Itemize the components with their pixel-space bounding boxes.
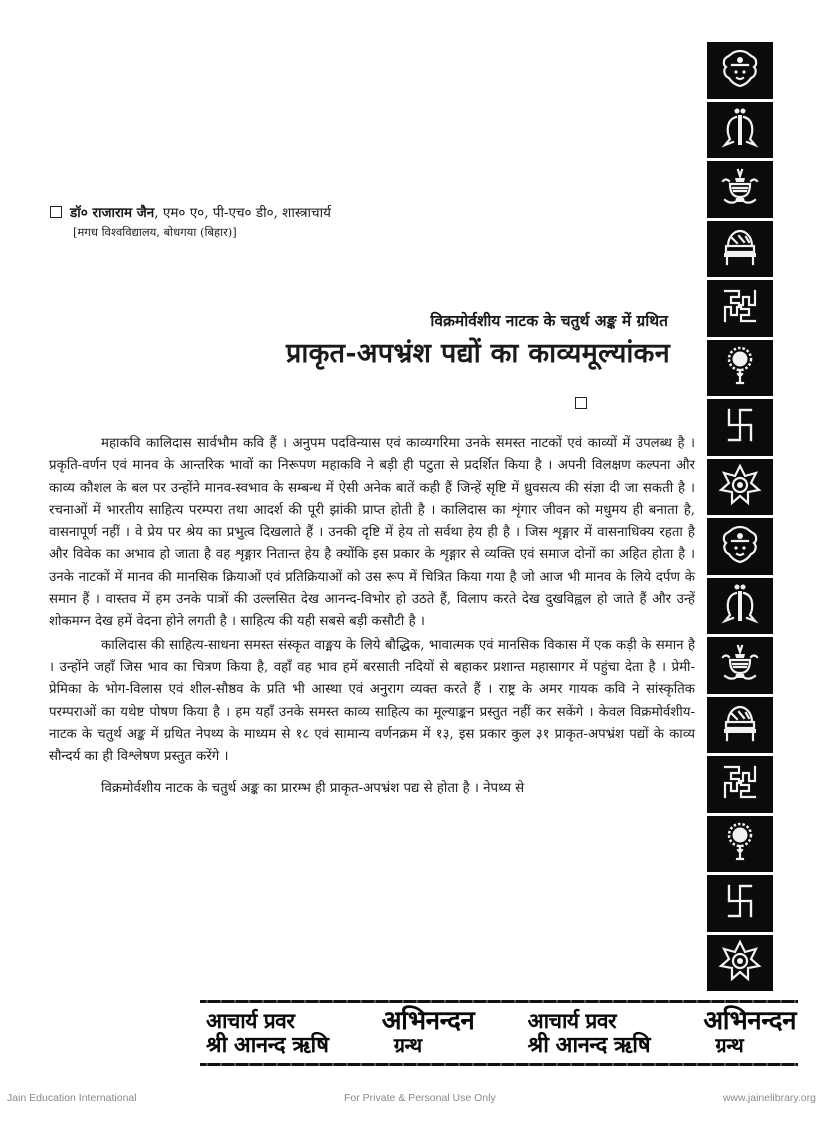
- border-tile: [707, 221, 773, 278]
- nandyavarta-icon: [717, 283, 763, 333]
- swastika-icon: [717, 402, 763, 452]
- abhinandan-granth-banner: [200, 1000, 798, 1066]
- throne-icon: [717, 700, 763, 750]
- nandyavarta-icon: [717, 759, 763, 809]
- author-credentials: , एम० ए०, पी-एच० डी०, शास्त्राचार्य: [154, 205, 331, 221]
- banner-rule-top: [200, 1000, 798, 1003]
- border-tile: [707, 42, 773, 99]
- border-tile: [707, 161, 773, 218]
- border-tile: [707, 578, 773, 635]
- border-tile: [707, 935, 773, 992]
- footer: [0, 1092, 828, 1108]
- paragraph: विक्रमोर्वशीय नाटक के चतुर्थ अङ्क का प्रारम्भ ही प्राकृत-अपभ्रंश पद्य से होता है । नेपथ्य से: [101, 781, 525, 797]
- article-title: प्राकृत-अपभ्रंश पद्यों का काव्यमूल्यांकन: [285, 338, 670, 369]
- kalash-face-icon: [717, 45, 763, 95]
- border-tile: [707, 875, 773, 932]
- border-tile: [707, 697, 773, 754]
- square-mark-icon: [575, 397, 587, 409]
- footer-website-link[interactable]: www.jainelibrary.org: [722, 1092, 816, 1104]
- author-line: [50, 203, 331, 223]
- mirror-icon: [717, 343, 763, 393]
- article-body: [49, 433, 695, 801]
- border-tile: [707, 459, 773, 516]
- throne-icon: [717, 224, 763, 274]
- border-tile: [707, 399, 773, 456]
- border-tile: [707, 816, 773, 873]
- side-decorative-border: [707, 42, 773, 991]
- border-tile: [707, 637, 773, 694]
- banner-block: अभिनन्दन ग्रन्थ: [703, 1006, 796, 1057]
- star-flower-icon: [717, 938, 763, 988]
- author-affiliation: [मगध विश्वविद्यालय, बोधगया (बिहार)]: [73, 225, 237, 239]
- footer-publisher: Jain Education International: [7, 1092, 137, 1104]
- vase-icon: [717, 640, 763, 690]
- fish-pair-icon: [717, 105, 763, 155]
- article-subtitle: विक्रमोर्वशीय नाटक के चतुर्थ अङ्क में ग्रथित: [430, 311, 668, 330]
- border-tile: [707, 756, 773, 813]
- border-tile: [707, 518, 773, 575]
- banner-block: अभिनन्दन ग्रन्थ: [381, 1006, 475, 1057]
- border-tile: [707, 102, 773, 159]
- fish-pair-icon: [717, 581, 763, 631]
- paragraph: कालिदास की साहित्य-साधना समस्त संस्कृत वाङ्मय के लिये बौद्धिक, भावात्मक एवं मानसिक विकास में एक कड़ी के समान है । उन्होंने जहाँ जिस भाव का चित्रण किया है, वहाँ वह भाव हमें बरसाती नदियों से बहाकर प्रशान्त महासागर में पहुंचा देता है । प्रेमी-प्रेमिका के भोग-विलास एवं शील-सौष्ठव के प्रति भी आस्था एवं अनुराग व्यक्त करते हैं । राष्ट्र के अमर गायक कवि ने सांस्कृतिक परम्पराओं का यथेष्ट पोषण किया है । हम यहाँ उनके समस्त काव्य साहित्य का मूल्याङ्कन प्रस्तुत नहीं कर सकेंगे । केवल विक्रमोर्वशीय-नाटक के चतुर्थ अङ्क में ग्रथित नेपथ्य के माध्यम से १८ एवं सामान्य वर्णनक्रम में १३, इस प्रकार कुल ३१ प्राकृत-अपभ्रंश पद्यों के काव्य सौन्दर्य का ही विश्लेषण प्रस्तुत करेंगे ।: [49, 637, 695, 765]
- border-tile: [707, 280, 773, 337]
- swastika-icon: [717, 878, 763, 928]
- author-name: डॉ० राजाराम जैन: [70, 205, 155, 221]
- paragraph: महाकवि कालिदास सार्वभौम कवि हैं । अनुपम पदविन्यास एवं काव्यगरिमा उनके समस्त नाटकों एवं काव्यों में उपलब्ध है । प्रकृति-वर्णन एवं मानव के आन्तरिक भावों का निरूपण महाकवि ने बड़ी ही पटुता से प्रदर्शित किया है । अपनी विलक्षण कल्पना और काव्य कौशल के बल पर उन्होंने मानव-स्वभाव के सम्बन्ध में ऐसी अनेक बातें कही हैं जिन्हें सृष्टि में ध्रुवसत्य की संज्ञा दी जा सकती है । रचनाओं में भारतीय साहित्य परम्परा तथा आदर्श की पूरी झांकी प्राप्त होती है । कालिदास का शृंगार जीवन को मधुमय ही बनाता है, वासनापूर्ण नहीं । वे प्रेय पर श्रेय का प्रभुत्व दिखलाते हैं । उनकी दृष्टि में हेय तो सर्वथा हेय ही है । जिस शृङ्गार में वासनाधिक्य रहता है और विवेक का अभाव हो जाता है वह शृङ्गार नितान्त हेय है क्योंकि इस प्रकार के शृङ्गार से व्यक्ति एवं समाज दोनों का अहित होता है । उनके नाटकों में मानव की मानसिक क्रियाओं एवं प्रतिक्रियाओं को उस रूप में चित्रित किया गया है जो आज भी मानव के लिये दर्पण के समान हैं । वास्तव में हम उनके पात्रों की उल्लसित देख आनन्द-विभोर हो उठते हैं, विलाप करते देख दुखविह्वल हो जाते हैं और उन्हें शोकमग्न देख हमें वेदना होने लगती है । साहित्य की यही सबसे बड़ी कसौटी है ।: [49, 436, 695, 630]
- star-flower-icon: [717, 462, 763, 512]
- border-tile: [707, 340, 773, 397]
- square-bullet-icon: [50, 206, 62, 218]
- banner-block: आचार्य प्रवर श्री आनन्द ऋषि: [206, 1008, 329, 1058]
- kalash-face-icon: [717, 521, 763, 571]
- banner-block: आचार्य प्रवर श्री आनन्द ऋषि: [527, 1008, 651, 1058]
- mirror-icon: [717, 819, 763, 869]
- vase-icon: [717, 164, 763, 214]
- banner-rule-bottom: [200, 1063, 798, 1066]
- footer-usage-note: For Private & Personal Use Only: [344, 1092, 496, 1104]
